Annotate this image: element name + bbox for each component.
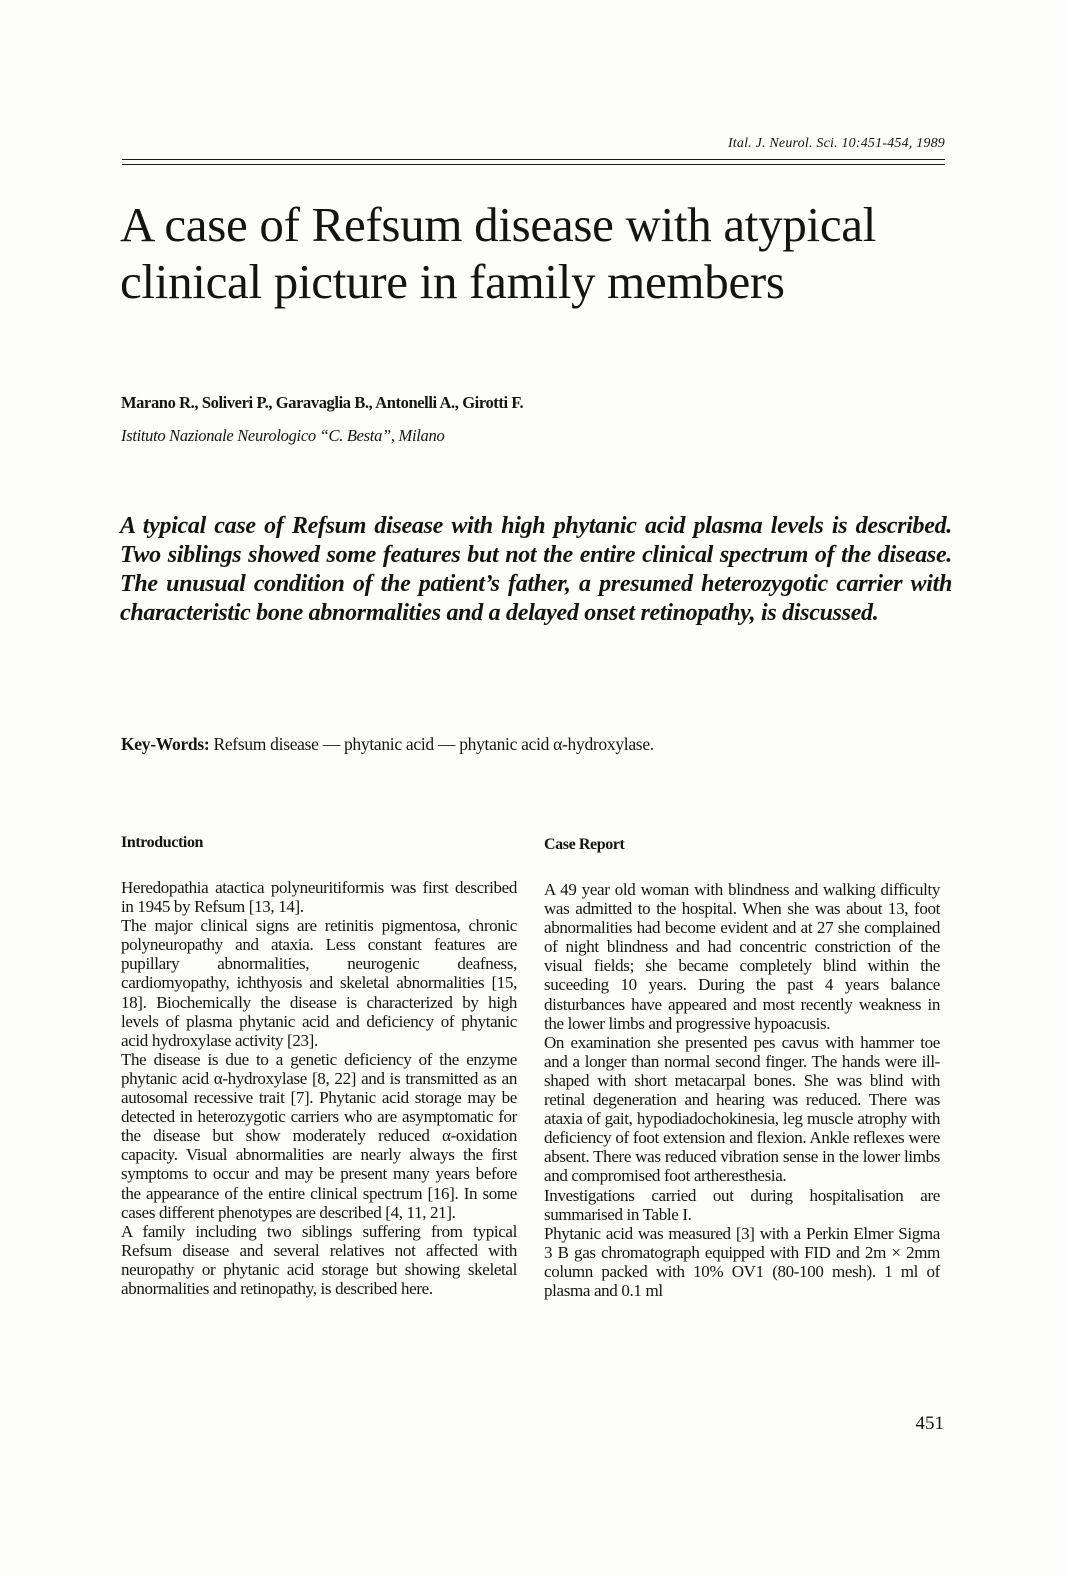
authors: Marano R., Soliveri P., Garavaglia B., Antonelli A., Girotti F.: [121, 393, 524, 412]
introduction-paragraph: The disease is due to a genetic deficiency of the enzyme phytanic acid α-hydroxylase [8, 22] and is transmitted as an autosomal recessive trait [7]. Phytanic acid storage may be detected in heterozygotic carriers who are asymptomatic for the disease but show moderately reduced α-oxidation capacity. Visual abnormalities are nearly always the first symptoms to occur and may be present many years before the appearance of the entire clinical spectrum [16]. In some cases different phenotypes are described [4, 11, 21].: [121, 1049, 517, 1222]
abstract: A typical case of Refsum disease with high phytanic acid plasma levels is described. Two siblings showed some features but not the entire clinical spectrum of the disease. The unusual condition of the patient’s father, a presumed heterozygotic carrier with characteristic bone abnormalities and a delayed onset retinopathy, is discussed.: [120, 513, 952, 626]
case-report-paragraph: Investigations carried out during hospitalisation are summarised in Table I.: [544, 1185, 940, 1224]
affiliation: Istituto Nazionale Neurologico “C. Besta”, Milano: [121, 426, 445, 445]
page-number: 451: [915, 1413, 944, 1434]
keywords: [121, 734, 951, 755]
keywords-text: Refsum disease — phytanic acid — phytanic acid α-hydroxylase.: [213, 734, 654, 754]
case-report-paragraph: Phytanic acid was measured [3] with a Perkin Elmer Sigma 3 B gas chromatograph equipped with FID and 2m × 2mm column packed with 10% OV1 (80-100 mesh). 1 ml of plasma and 0.1 ml: [544, 1223, 940, 1300]
introduction-paragraph: The major clinical signs are retinitis pigmentosa, chronic polyneuropathy and ataxia. Less constant features are pupillary abnormalities, neurogenic deafness, cardiomyopathy, ichthyosis and skeletal abnormalities [15, 18]. Biochemically the disease is characterized by high levels of plasma phytanic acid and deficiency of phytanic acid hydroxylase activity [23].: [121, 916, 517, 1050]
case-report-heading: Case Report: [544, 836, 625, 853]
introduction-heading: Introduction: [121, 834, 204, 851]
case-report-paragraph: A 49 year old woman with blindness and walking difficulty was admitted to the hospital. When she was about 13, foot abnormalities had become evident and at 27 she complained of night blindness and had concentric constriction of the visual fields; she became completely blind within the suceeding 10 years. During the past 4 years balance disturbances have appeared and most recently weakness in the lower limbs and progressive hypoacusis.: [544, 880, 940, 1033]
introduction-paragraph: Heredopathia atactica polyneuritiformis was first described in 1945 by Refsum [13, 14].: [121, 878, 517, 917]
case-report-section: [544, 836, 940, 1300]
case-report-paragraph: On examination she presented pes cavus with hammer toe and a longer than normal second finger. The hands were ill-shaped with short metacarpal bones. She was blind with retinal degeneration and hearing was reduced. There was ataxia of gait, hypodiadochokinesia, leg muscle atrophy with deficiency of foot extension and flexion. Ankle reflexes were absent. There was reduced vibration sense in the lower limbs and compromised foot artheresthesia.: [544, 1032, 940, 1186]
header-rule-bottom: [122, 164, 945, 165]
article-title: A case of Refsum disease with atypical clinical picture in family members: [120, 197, 877, 309]
introduction-section: [121, 834, 517, 1298]
keywords-label: Key-Words:: [121, 734, 210, 754]
journal-reference: Ital. J. Neurol. Sci. 10:451-454, 1989: [727, 136, 945, 151]
header-rule-top: [122, 159, 945, 160]
introduction-paragraph: A family including two siblings suffering from typical Refsum disease and several relatives not affected with neuropathy or phytanic acid storage but showing skeletal abnormalities and retinopathy, is described here.: [121, 1221, 517, 1298]
